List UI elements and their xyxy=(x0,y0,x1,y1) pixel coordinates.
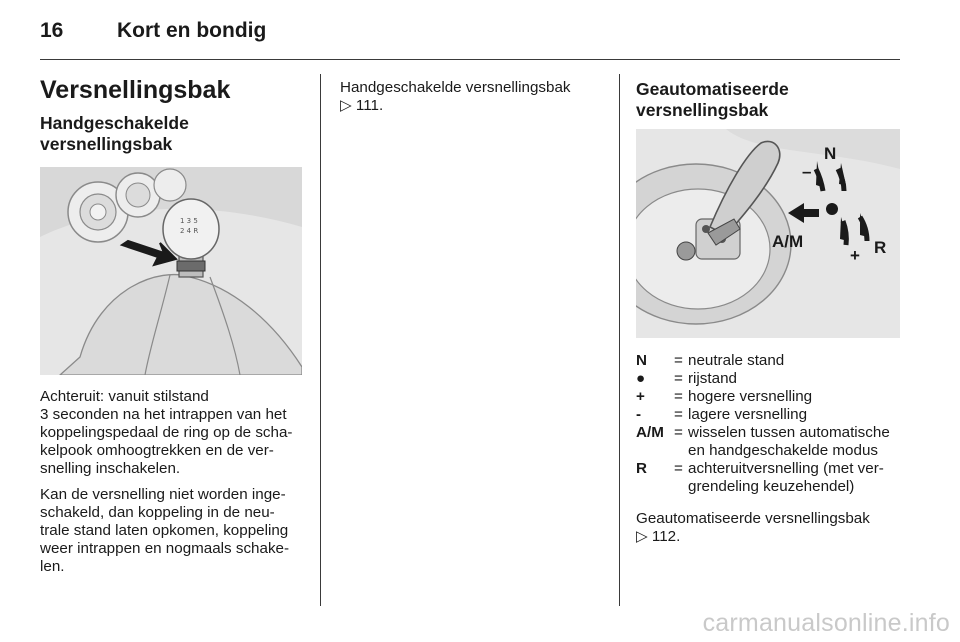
figure-label-minus: – xyxy=(802,162,812,181)
selector-legend xyxy=(636,352,902,496)
automated-ref-page-link[interactable]: ▷ 112. xyxy=(636,528,681,545)
manual-heading-line-2: versnellingsbak xyxy=(40,134,173,154)
legend-equals: = xyxy=(674,424,683,441)
legend-symbol: ● xyxy=(636,370,646,387)
legend-text: hogere versnelling xyxy=(688,388,813,405)
reverse-line-1: 3 seconden na het intrappen van het xyxy=(40,406,287,423)
fail-line-2: schakeld, dan koppeling in de neu- xyxy=(40,504,275,521)
manual-gearbox-heading xyxy=(40,113,189,155)
legend-row-reverse xyxy=(636,460,902,496)
automated-ref-title: Geautomatiseerde versnellingsbak xyxy=(636,510,870,527)
legend-symbol: + xyxy=(636,388,645,405)
reverse-gear-paragraph xyxy=(40,388,312,478)
automated-heading-line-2: versnellingsbak xyxy=(636,100,769,120)
legend-equals: = xyxy=(674,460,683,477)
header-rule xyxy=(40,59,900,60)
automated-gearbox-heading xyxy=(636,79,789,121)
watermark-text: carmanualsonline.info xyxy=(702,609,950,637)
legend-text: neutrale stand xyxy=(688,352,785,369)
fail-line-3: trale stand laten opkomen, koppeling xyxy=(40,522,289,539)
legend-row-drive xyxy=(636,370,902,388)
svg-text:1 3 5: 1 3 5 xyxy=(180,217,198,225)
svg-text:2 4 R: 2 4 R xyxy=(180,227,199,235)
legend-text: lagere versnelling xyxy=(688,406,808,423)
fail-line-4: weer intrappen en nogmaals schake- xyxy=(40,540,290,557)
legend-symbol: - xyxy=(636,406,642,423)
figure-label-plus: + xyxy=(850,246,860,265)
figure-label-n: N xyxy=(824,144,837,163)
legend-text: rijstand xyxy=(688,370,737,387)
automated-gearbox-reference xyxy=(636,510,902,546)
manual-ref-page-link[interactable]: ▷ 111. xyxy=(340,97,384,114)
legend-row-neutral xyxy=(636,352,902,370)
reverse-lead: Achteruit: vanuit stilstand xyxy=(40,388,209,405)
reverse-line-3: kelpook omhoogtrekken en de ver- xyxy=(40,442,274,459)
page-header-title: Kort en bondig xyxy=(117,19,267,42)
manual-shifter-figure xyxy=(40,167,302,375)
section-title: Versnellingsbak xyxy=(40,76,231,104)
legend-equals: = xyxy=(674,406,683,423)
legend-row-mode-switch xyxy=(636,424,902,460)
figure-label-am: A/M xyxy=(772,232,804,251)
fail-line-5: len. xyxy=(40,558,65,575)
legend-text: achteruitversnelling (met ver- grendeling keuzehendel) xyxy=(688,460,884,495)
column-divider-right xyxy=(619,74,620,606)
reverse-line-4: snelling inschakelen. xyxy=(40,460,181,477)
legend-symbol: A/M xyxy=(636,424,664,441)
automated-selector-figure xyxy=(636,129,900,338)
legend-equals: = xyxy=(674,370,683,387)
manual-heading-line-1: Handgeschakelde xyxy=(40,113,189,133)
fail-line-1: Kan de versnelling niet worden inge- xyxy=(40,486,286,503)
legend-text: wisselen tussen automatische en handgeschakelde modus xyxy=(688,424,890,459)
page-number: 16 xyxy=(40,19,64,42)
column-divider-left xyxy=(320,74,321,606)
legend-equals: = xyxy=(674,388,683,405)
automated-heading-line-1: Geautomatiseerde xyxy=(636,79,789,99)
legend-symbol: N xyxy=(636,352,647,369)
legend-row-upshift xyxy=(636,388,902,406)
legend-row-downshift xyxy=(636,406,902,424)
reverse-line-2: koppelingspedaal de ring op de scha- xyxy=(40,424,293,441)
legend-equals: = xyxy=(674,352,683,369)
engage-failure-paragraph xyxy=(40,486,312,576)
legend-symbol: R xyxy=(636,460,647,477)
figure-label-r: R xyxy=(874,238,887,257)
manual-ref-title: Handgeschakelde versnellingsbak xyxy=(340,79,571,96)
manual-gearbox-reference xyxy=(340,79,610,115)
